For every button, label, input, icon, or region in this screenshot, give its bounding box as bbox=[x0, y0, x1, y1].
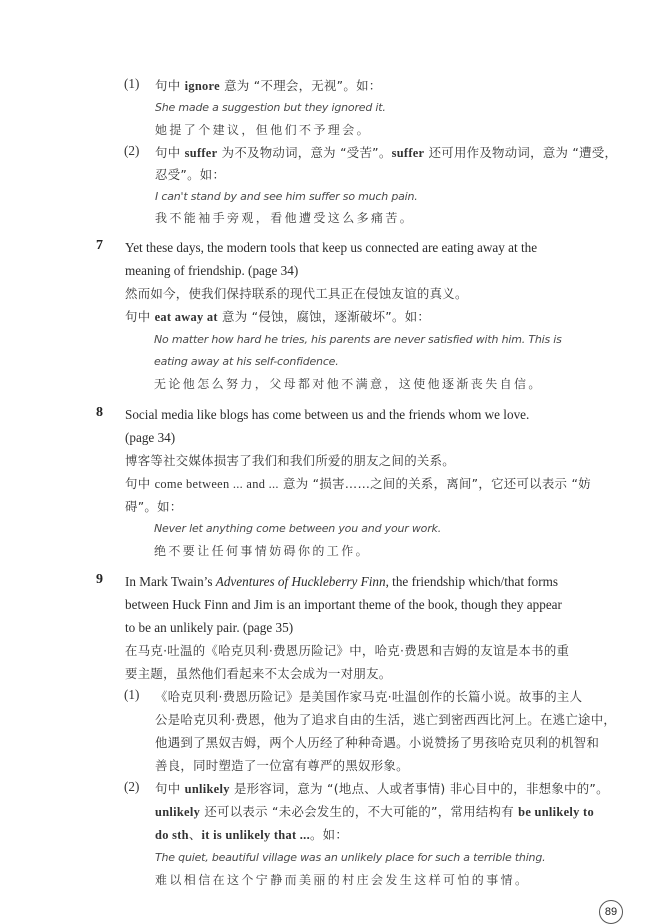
note-pre: 句中 bbox=[155, 78, 185, 93]
note-post: 意为 “损害……之间的关系，离间”，它还可以表示 “妨 bbox=[278, 476, 591, 491]
sentence-zh: 在马克·吐温的《哈克贝利·费恩历险记》中，哈克·费恩和吉姆的友谊是本书的重 bbox=[125, 643, 570, 658]
note-pre: 句中 bbox=[155, 781, 185, 796]
term: do sth bbox=[155, 828, 189, 842]
example-en: The quiet, beautiful village was an unlikely place for such a terrible thing. bbox=[155, 851, 546, 864]
example-en: I can't stand by and see him suffer so much pain. bbox=[155, 190, 418, 203]
sentence-en: between Huck Finn and Jim is an important theme of the book, though they appear bbox=[125, 597, 562, 612]
sub-label: (2) bbox=[124, 779, 140, 794]
note-post: 意为 “不理会，无视”。如： bbox=[219, 78, 382, 93]
note-text: 《哈克贝利·费恩历险记》是美国作家马克·吐温创作的长篇小说。故事的主人 bbox=[155, 689, 583, 704]
note-text bbox=[155, 143, 617, 163]
note-text: 公是哈克贝利·费恩，他为了追求自由的生活，逃亡到密西西比河上。在逃亡途中， bbox=[155, 712, 617, 727]
note-pre: 句中 bbox=[125, 309, 155, 324]
page-number-badge: 89 bbox=[599, 900, 623, 924]
note-pre: 句中 bbox=[155, 145, 185, 160]
term: unlikely bbox=[184, 782, 230, 796]
note-post: 是形容词，意为 “(地点、人或者事情) 非心目中的，非想象中的”。 bbox=[229, 781, 609, 796]
term: suffer bbox=[391, 146, 425, 160]
note-text-cont: 忍受”。如： bbox=[155, 167, 226, 182]
sentence-zh: 博客等社交媒体损害了我们和我们所爱的朋友之间的关系。 bbox=[125, 453, 455, 468]
note-text-cont: 碍”。如： bbox=[125, 499, 183, 514]
note-mid: 、 bbox=[188, 827, 202, 842]
sentence-en: meaning of friendship. (page 34) bbox=[125, 263, 299, 278]
sentence-zh: 然而如今，使我们保持联系的现代工具正在侵蚀友谊的真义。 bbox=[125, 286, 468, 301]
note-mid: 还可以表示 “未必会发生的，不大可能的”，常用结构有 bbox=[200, 804, 519, 819]
term: be unlikely to bbox=[518, 805, 594, 819]
note-text bbox=[155, 802, 594, 822]
note-text: 他遇到了黑奴吉姆，两个人历经了种种奇遇。小说赞扬了男孩哈克贝利的机智和 bbox=[155, 735, 600, 750]
note-post: 还可用作及物动词，意为 “遭受， bbox=[424, 145, 618, 160]
item-number: 9 bbox=[96, 572, 103, 587]
note-text: 善良，同时塑造了一位富有尊严的黑奴形象。 bbox=[155, 758, 409, 773]
sentence-post: , the friendship which/that forms bbox=[385, 574, 559, 589]
sub-label: (1) bbox=[124, 76, 140, 91]
sentence-en: Yet these days, the modern tools that keep us connected are eating away at the bbox=[125, 240, 538, 255]
term: suffer bbox=[184, 146, 218, 160]
sub-label: (1) bbox=[124, 687, 140, 702]
term: eat away at bbox=[154, 310, 218, 324]
note-text bbox=[155, 779, 609, 799]
example-zh: 绝不要让任何事情妨碍你的工作。 bbox=[154, 544, 371, 558]
example-en: She made a suggestion but they ignored it. bbox=[155, 101, 386, 114]
item-number: 7 bbox=[96, 238, 103, 253]
note-text bbox=[125, 307, 430, 327]
sentence-en bbox=[125, 572, 558, 592]
example-zh: 无论他怎么努力，父母都对他不满意，这使他逐渐丧失自信。 bbox=[154, 377, 543, 391]
item-number: 8 bbox=[96, 405, 103, 420]
term: ignore bbox=[184, 79, 220, 93]
note-text bbox=[155, 825, 348, 845]
note-post: 。如： bbox=[309, 827, 349, 842]
note-text bbox=[155, 76, 381, 96]
example-zh: 难以相信在这个宁静而美丽的村庄会发生这样可怕的事情。 bbox=[155, 873, 530, 887]
example-zh: 我不能袖手旁观，看他遭受这么多痛苦。 bbox=[155, 211, 415, 225]
note-post: 意为 “侵蚀，腐蚀，逐渐破坏”。如： bbox=[217, 309, 431, 324]
note-pre: 句中 bbox=[125, 476, 155, 491]
example-en: eating away at his self-confidence. bbox=[154, 355, 339, 368]
book-title: Adventures of Huckleberry Finn bbox=[215, 574, 386, 589]
sentence-en: to be an unlikely pair. (page 35) bbox=[125, 620, 294, 635]
term: unlikely bbox=[155, 805, 201, 819]
note-mid: 为不及物动词，意为 “受苦”。 bbox=[217, 145, 392, 160]
sentence-pre: In Mark Twain’s bbox=[125, 574, 216, 589]
example-en: Never let anything come between you and your work. bbox=[154, 522, 442, 535]
term: come between ... and ... bbox=[154, 477, 279, 491]
example-zh: 她提了个建议，但他们不予理会。 bbox=[155, 123, 372, 137]
sentence-zh: 要主题，虽然他们看起来不太会成为一对朋友。 bbox=[125, 666, 392, 681]
sentence-en: Social media like blogs has come between us and the friends whom we love. bbox=[125, 407, 530, 422]
sentence-en: (page 34) bbox=[125, 430, 176, 445]
term: it is unlikely that ... bbox=[201, 828, 310, 842]
note-text bbox=[125, 474, 591, 494]
example-en: No matter how hard he tries, his parents are never satisfied with him. This is bbox=[154, 333, 562, 346]
sub-label: (2) bbox=[124, 143, 140, 158]
